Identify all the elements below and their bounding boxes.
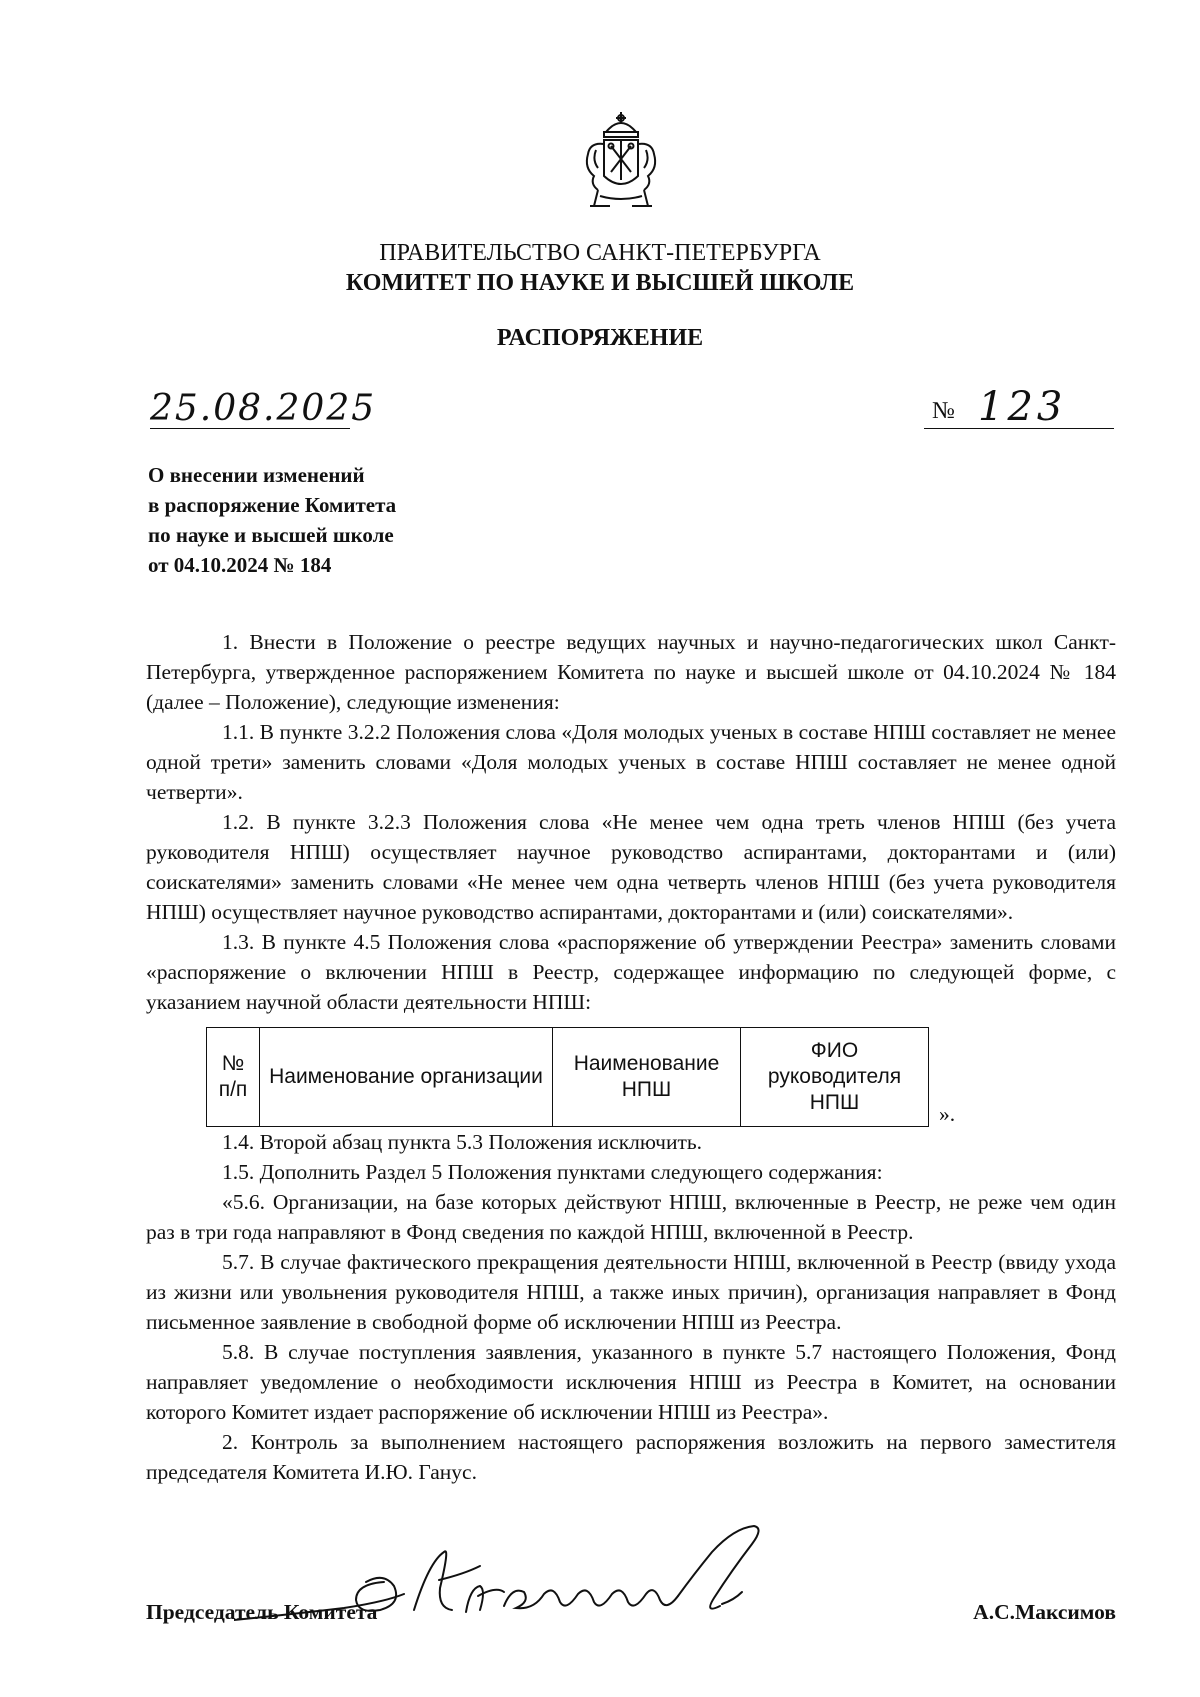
document-type-title: РАСПОРЯЖЕНИЕ: [496, 325, 704, 351]
signatory-title: Председатель Комитета: [146, 1600, 378, 1624]
signatory-name: А.С.Максимов: [973, 1600, 1116, 1624]
paragraph-1-5: 1.5. Дополнить Раздел 5 Положения пунктами следующего содержания:: [222, 1160, 883, 1184]
paragraph-1-4: 1.4. Второй абзац пункта 5.3 Положения исключить.: [222, 1130, 703, 1154]
table-row: [207, 1028, 929, 1127]
subject-line: от 04.10.2024 № 184: [148, 553, 332, 577]
subject-block: [148, 460, 568, 580]
number-underline: [924, 428, 1114, 429]
subject-line: О внесении изменений: [148, 463, 365, 487]
table-header-organization: Наименование организации: [260, 1028, 553, 1127]
coat-of-arms-emblem: [576, 110, 666, 212]
paragraph-5-6: «5.6. Организации, на базе которых действуют НПШ, включенные в Реестр, не реже чем один раз в три года направляют в Фонд сведения по каждой НПШ, включенной в Реестр.: [146, 1190, 1116, 1244]
paragraph-1-3: 1.3. В пункте 4.5 Положения слова «распоряжение об утверждении Реестра» заменить словами «распоряжение о включении НПШ в Реестр, содержащее информацию по следующей форме, с указанием научной области деятельности НПШ:: [146, 930, 1116, 1014]
table-header-number: № п/п: [207, 1028, 260, 1127]
number-sign: №: [932, 398, 955, 424]
paragraph-2: 2. Контроль за выполнением настоящего распоряжения возложить на первого заместителя председателя Комитета И.Ю. Ганус.: [146, 1430, 1116, 1484]
form-table: [206, 1027, 929, 1127]
subject-line: в распоряжение Комитета: [148, 493, 397, 517]
paragraph-1-2: 1.2. В пункте 3.2.3 Положения слова «Не менее чем одна треть членов НПШ (без учета руководителя НПШ) осуществляет научное руководство аспирантами, докторантами и (или) соискателями» заменить словами «Не менее чем одна четверть членов НПШ (без учета руководителя НПШ) осуществляет научное руководство аспирантами, докторантами и (или) соискателями».: [146, 810, 1116, 924]
committee-title: КОМИТЕТ ПО НАУКЕ И ВЫСШЕЙ ШКОЛЕ: [345, 270, 855, 296]
table-header-head-name: ФИО руководителя НПШ: [741, 1028, 929, 1127]
order-number: 123: [978, 384, 1067, 430]
document-body: [146, 627, 1116, 1487]
table-header-school-name: Наименование НПШ: [553, 1028, 741, 1127]
subject-line: по науке и высшей школе: [148, 523, 394, 547]
paragraph-1: 1. Внести в Положение о реестре ведущих научных и научно-педагогических школ Санкт-Петербурга, утвержденное распоряжением Комитета по науке и высшей школе от 04.10.2024 № 184 (далее – Положение), следующие изменения:: [146, 630, 1116, 714]
paragraph-1-1: 1.1. В пункте 3.2.2 Положения слова «Доля молодых ученых в составе НПШ составляет не менее одной трети» заменить словами «Доля молодых ученых в составе НПШ составляет не менее одной четверти».: [146, 720, 1116, 804]
government-title: ПРАВИТЕЛЬСТВО САНКТ-ПЕТЕРБУРГА: [379, 240, 821, 266]
date-underline: [150, 428, 350, 429]
form-table-row: [146, 1019, 1116, 1127]
paragraph-5-8: 5.8. В случае поступления заявления, указанного в пункте 5.7 настоящего Положения, Фонд направляет уведомление о необходимости исключения НПШ из Реестра в Комитет, на основании которого Комитет издает распоряжение об исключении НПШ из Реестра».: [146, 1340, 1116, 1424]
order-date: 25.08.2025: [150, 388, 377, 429]
paragraph-5-7: 5.7. В случае фактического прекращения деятельности НПШ, включенной в Реестр (ввиду ухода из жизни или увольнения руководителя НПШ, а также иных причин), организация направляет в Фонд письменное заявление в свободной форме об исключении НПШ из Реестра.: [146, 1250, 1116, 1334]
quote-close: ».: [939, 1102, 956, 1126]
handwritten-signature: [234, 1522, 774, 1642]
